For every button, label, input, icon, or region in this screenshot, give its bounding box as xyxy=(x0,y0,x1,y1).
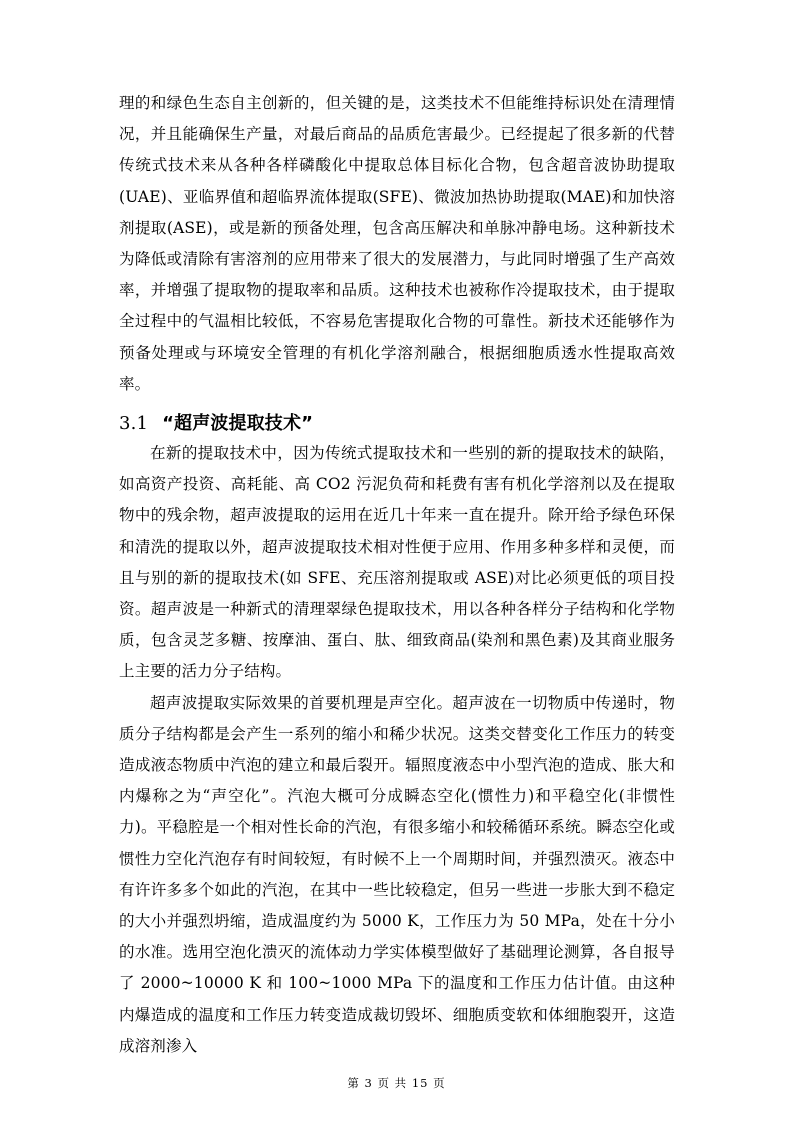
body-text xyxy=(119,88,675,1062)
page-footer: 第 3 页 共 15 页 xyxy=(347,1076,446,1090)
section-title: “超声波提取技术” xyxy=(162,413,314,435)
paragraph-3: 超声波提取实际效果的首要机理是声空化。超声波在一切物质中传递时，物质分子结构都是会产生一系列的缩小和稀少状况。这类交替变化工作压力的转变造成液态物质中汽泡的建立和最后裂开。辐照度液态中小型汽泡的造成、胀大和内爆称之为“声空化”。汽泡大概可分成瞬态空化(惯性力)和平稳空化(非惯性力)。平稳腔是一个相对性长命的汽泡，有很多缩小和较稀循环系统。瞬态空化或惯性力空化汽泡存有时间较短，有时候不上一个周期时间，并强烈溃灭。液态中有许许多多个如此的汽泡，在其中一些比较稳定，但另一些进一步胀大到不稳定的大小并强烈坍缩，造成温度约为 5000 K，工作压力为 50 MPa，处在十分小的水准。选用空泡化溃灭的流体动力学实体模型做好了基础理论测算，各自报导了 2000~10000 K 和 100~1000 MPa 下的温度和工作压力估计值。由这种内爆造成的温度和工作压力转变造成裁切毁坏、细胞质变软和体细胞裂开，这造成溶剂渗入 xyxy=(119,693,675,1055)
section-heading xyxy=(119,410,675,438)
section-number: 3.1 xyxy=(119,413,149,435)
paragraph-1: 理的和绿色生态自主创新的，但关键的是，这类技术不但能维持标识处在清理情况，并且能确保生产量，对最后商品的品质危害最少。已经提起了很多新的代替传统式技术来从各种各样磷酸化中提取总体目标化合物，包含超音波协助提取(UAE)、亚临界值和超临界流体提取(SFE)、微波加热协助提取(MAE)和加快溶剂提取(ASE)，或是新的预备处理，包含高压解决和单脉冲静电场。这种新技术为降低或清除有害溶剂的应用带来了很大的发展潜力，与此同时增强了生产高效率，并增强了提取物的提取率和品质。这种技术也被称作冷提取技术，由于提取全过程中的气温相比较低，不容易危害提取化合物的可靠性。新技术还能够作为预备处理或与环境安全管理的有机化学溶剂融合，根据细胞质透水性提取高效率。 xyxy=(119,94,675,393)
paragraph-2: 在新的提取技术中，因为传统式提取技术和一些别的新的提取技术的缺陷，如高资产投资、高耗能、高 CO2 污泥负荷和耗费有害有机化学溶剂以及在提取物中的残余物，超声波提取的运用在近几十年来一直在提升。除开给予绿色环保和清洗的提取以外，超声波提取技术相对性便于应用、作用多种多样和灵便，而且与别的新的提取技术(如 SFE、充压溶剂提取或 ASE)对比必须更低的项目投资。超声波是一种新式的清理翠绿色提取技术，用以各种各样分子结构和化学物质，包含灵芝多糖、按摩油、蛋白、肽、细致商品(染剂和黑色素)及其商业服务上主要的活力分子结构。 xyxy=(119,444,675,681)
